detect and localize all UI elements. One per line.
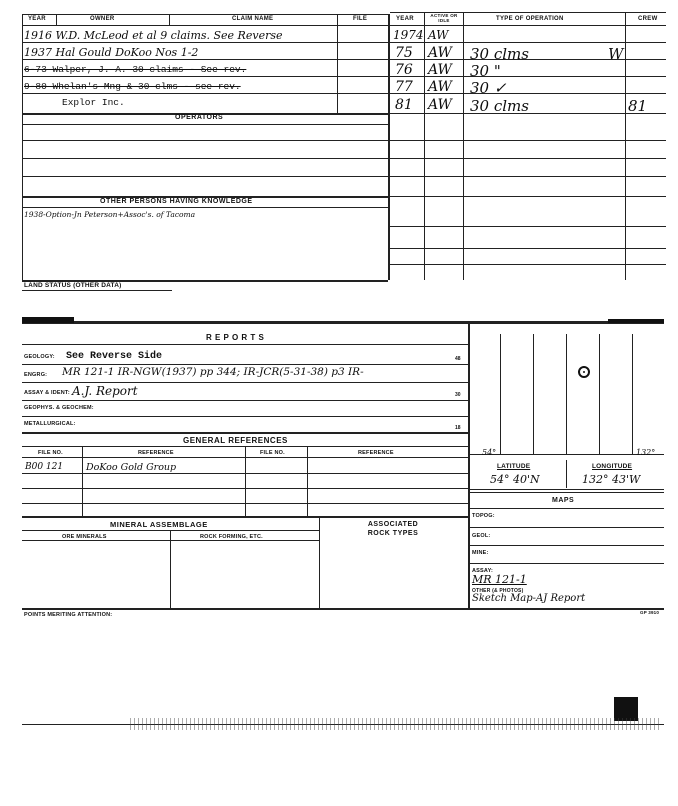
refs-col-file-1: FILE NO. <box>38 450 63 456</box>
others-text: 1938-Option-Jn Peterson+Assoc's. of Tacoma <box>24 210 196 219</box>
points-label: POINTS MERITING ATTENTION: <box>24 612 113 618</box>
claims-header-owner: OWNER <box>90 16 115 22</box>
refs-col-file-2: FILE NO. <box>260 450 285 456</box>
latitude-label: LATITUDE <box>497 463 531 470</box>
assay-ident-value: A.J. Report <box>72 384 138 398</box>
activity-year-3: 76 <box>395 62 413 78</box>
engrg-label: ENGRG: <box>24 372 48 378</box>
claim-row-5: Explor Inc. <box>62 97 125 108</box>
activity-status-1: AW <box>428 28 449 42</box>
form-number: GP 3910 <box>640 610 660 615</box>
claims-header-file: FILE <box>353 16 368 22</box>
claim-row-2: 1937 Hal Gould DoKoo Nos 1-2 <box>24 46 199 59</box>
assay-ident-label: ASSAY & IDENT: <box>24 390 70 396</box>
activity-header-type: TYPE OF OPERATION <box>496 16 564 22</box>
land-status-label: LAND STATUS (OTHER DATA) <box>24 282 122 289</box>
engrg-value: MR 121-1 IR-NGW(1937) pp 344; IR-JCR(5-31-38) p3 IR- <box>62 366 364 378</box>
activity-crew-2: W <box>608 45 624 63</box>
longitude-value: 132° 43'W <box>582 473 641 486</box>
card-tab-right <box>608 319 664 323</box>
claims-header-claim-name: CLAIM NAME <box>232 16 274 22</box>
activity-type-4: 30 ✓ <box>470 79 507 97</box>
ore-minerals-label: ORE MINERALS <box>62 534 107 540</box>
maps-mine-label: MINE: <box>472 550 489 556</box>
card-tab-left <box>22 317 74 323</box>
activity-header-year: YEAR <box>396 16 414 22</box>
refs-row1-ref: DoKoo Gold Group <box>86 462 177 473</box>
maps-other-label: OTHER (& PHOTOS) <box>472 588 524 594</box>
activity-header-crew: CREW <box>638 16 658 22</box>
row-num-48: 48 <box>455 356 461 362</box>
others-label: OTHER PERSONS HAVING KNOWLEDGE <box>100 198 253 205</box>
maps-assay-label: ASSAY: <box>472 568 494 574</box>
lat-mark: 54° <box>482 448 497 457</box>
latitude-value: 54° 40'N <box>490 473 540 486</box>
activity-type-3: 30 " <box>470 62 501 80</box>
claim-row-4: 9-80 Whelan's Mng & 30 clms - see rev. <box>24 81 241 92</box>
row-num-30: 30 <box>455 392 461 398</box>
geology-value: See Reverse Side <box>66 351 163 362</box>
activity-year-4: 77 <box>395 79 413 95</box>
claim-row-1: 1916 W.D. McLeod et al 9 claims. See Reverse <box>24 29 283 42</box>
operators-label: OPERATORS <box>175 114 224 121</box>
metallurgical-label: METALLURGICAL: <box>24 421 76 427</box>
lon-mark: 132° <box>636 448 656 457</box>
activity-status-4: AW <box>428 79 452 95</box>
geology-label: GEOLOGY: <box>24 354 55 360</box>
activity-crew-5: 81 <box>628 97 648 115</box>
row-num-18: 18 <box>455 425 461 431</box>
longitude-label: LONGITUDE <box>592 463 633 470</box>
claims-header-year: YEAR <box>28 16 46 22</box>
maps-assay-value: MR 121-1 <box>472 573 527 586</box>
refs-col-ref-1: REFERENCE <box>138 450 174 456</box>
mineral-title: MINERAL ASSEMBLAGE <box>110 520 208 529</box>
activity-status-3: AW <box>428 62 452 78</box>
claim-row-3: 6-73 Walper, J. A. 30 claims - See rev. <box>24 64 247 75</box>
reports-title: R E P O R T S <box>206 333 265 342</box>
activity-header-active: ACTIVE OR IDLE <box>430 13 458 23</box>
activity-year-2: 75 <box>395 45 413 61</box>
activity-status-5: AW <box>428 97 452 113</box>
activity-type-5: 30 clms <box>470 97 529 115</box>
maps-topog-label: TOPOG: <box>472 513 495 519</box>
scan-noise-band <box>130 718 660 730</box>
maps-geol-label: GEOL: <box>472 533 491 539</box>
maps-other-value: Sketch Map-AJ Report <box>472 593 586 604</box>
maps-title: MAPS <box>552 497 575 504</box>
location-marker-icon <box>578 366 590 378</box>
refs-row1-file: B00 121 <box>25 462 64 472</box>
activity-type-2: 30 clms <box>470 45 529 63</box>
activity-status-2: AW <box>428 45 452 61</box>
activity-year-1: 1974 <box>393 28 424 42</box>
refs-col-ref-2: REFERENCE <box>358 450 394 456</box>
rock-forming-label: ROCK FORMING, ETC. <box>200 534 263 540</box>
activity-year-5: 81 <box>395 97 413 113</box>
assoc-rock-label: ASSOCIATED ROCK TYPES <box>367 521 419 537</box>
geophys-label: GEOPHYS. & GEOCHEM: <box>24 405 94 411</box>
general-refs-title: GENERAL REFERENCES <box>183 436 288 445</box>
